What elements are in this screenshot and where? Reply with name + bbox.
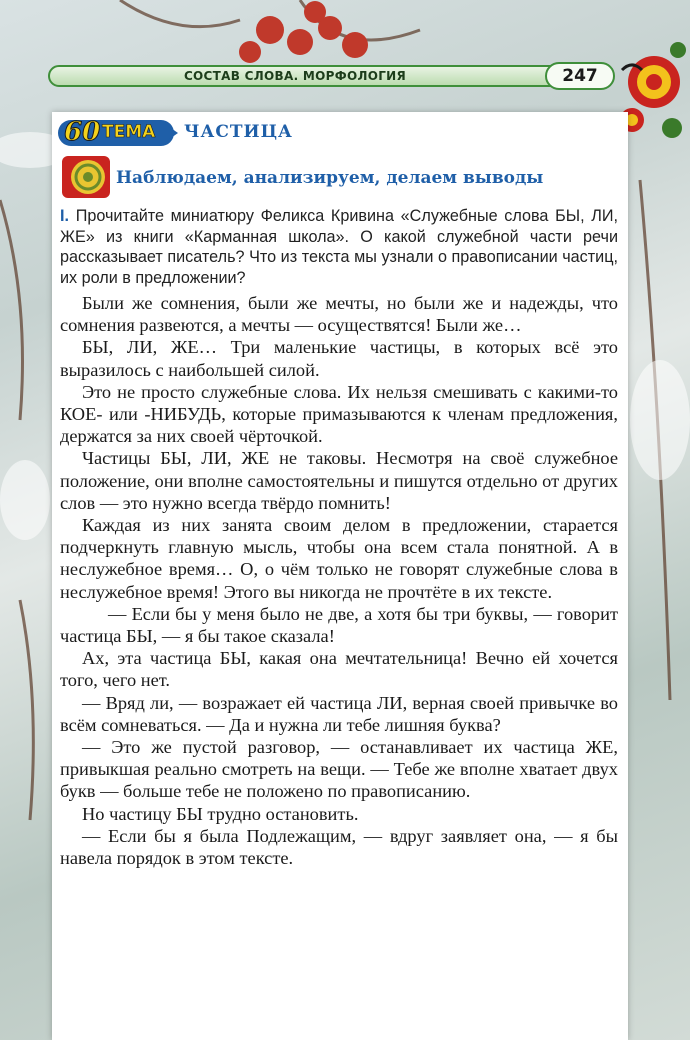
topic-label: ТЕМА	[102, 122, 156, 142]
task-instruction	[60, 206, 618, 288]
textbook-page	[52, 112, 628, 1040]
story-text	[60, 292, 618, 869]
paragraph: Были же сомнения, были же мечты, но были же и надежды, что сомнения развеются, а мечты — осуществятся! Были же…	[60, 293, 618, 336]
paragraph: БЫ, ЛИ, ЖЕ… Три маленькие частицы, в которых всё это выразилось с наибольшей силой.	[60, 337, 618, 380]
paragraph: Каждая из них занята своим делом в предложении, старается подчеркнуть главную мысль, чтобы она всем стала понятной. А в неслужебное время… О, о чём только не говорят служебные слова в неслужебное время! Этого вы никогда не прочтёте в их тексте.	[60, 515, 618, 602]
paragraph: — Это же пустой разговор, — останавливает их частица ЖЕ, привыкшая реально смотреть на вещи. — Тебе же вполне хватает двух букв — больше тебе не положено по правописанию.	[60, 737, 618, 802]
section-title: Наблюдаем, анализируем, делаем выводы	[116, 168, 544, 188]
paragraph: — Вряд ли, — возражает ей частица ЛИ, верная своей привычке во всём сомневаться. — Да и нужна ли тебе лишняя буква?	[60, 692, 618, 735]
topic-title: ЧАСТИЦА	[184, 122, 293, 142]
paragraph: Это не просто служебные слова. Их нельзя смешивать с какими-то КОЕ- или -НИБУДЬ, которые примазываются к членам предложения, держатся за них своей чёрточкой.	[60, 381, 618, 447]
chapter-header-bar	[48, 65, 614, 87]
chapter-title: СОСТАВ СЛОВА. МОРФОЛОГИЯ	[183, 69, 407, 83]
observe-section-icon	[62, 156, 110, 198]
topic-badge	[58, 117, 174, 147]
paragraph: Ах, эта частица БЫ, какая она мечтательница! Вечно ей хочется того, чего нет.	[60, 648, 618, 691]
topic-arrow-icon	[168, 126, 178, 140]
paragraph: — Если бы у меня было не две, а хотя бы три буквы, — говорит частица БЫ, — я бы такое сказала!	[60, 603, 618, 647]
page-number: 247	[545, 62, 615, 90]
paragraph: Частицы БЫ, ЛИ, ЖЕ не таковы. Несмотря на своё служебное положение, они вполне самостоятельны и пишутся отдельно от других слов — это нужно всегда твёрдо помнить!	[60, 448, 618, 513]
task-text: Прочитайте миниатюру Феликса Кривина «Служебные слова БЫ, ЛИ, ЖЕ» из книги «Карманная школа». О какой служебной части речи рассказывает писатель? Что из текста мы узнали о правописании частиц, их роли в предложении?	[60, 207, 619, 287]
paragraph: Но частицу БЫ трудно остановить.	[82, 803, 359, 824]
topic-number: 60	[64, 117, 101, 147]
paragraph: — Если бы я была Подлежащим, — вдруг заявляет она, — я бы навела порядок в этом тексте.	[60, 825, 618, 869]
task-number: I.	[60, 207, 69, 225]
